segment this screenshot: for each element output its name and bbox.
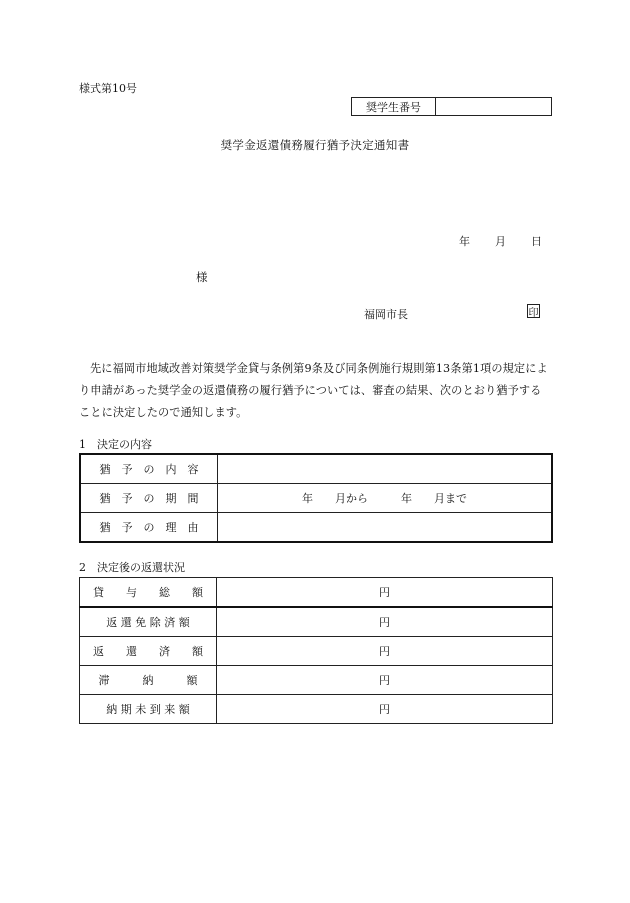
date-month-label: 月 xyxy=(495,235,506,248)
table-row xyxy=(80,513,552,543)
table-row xyxy=(80,637,553,666)
student-number-label: 奨学生番号 xyxy=(352,98,436,115)
document-title: 奨学金返還債務履行猶予決定通知書 xyxy=(220,138,410,152)
row-label: 返 還 済 額 xyxy=(80,637,217,666)
row-value-field[interactable]: 年 月から 年 月まで xyxy=(218,484,553,513)
section1-heading: 1 決定の内容 xyxy=(79,438,152,451)
table-row xyxy=(80,695,553,724)
row-value-field[interactable]: 円 xyxy=(217,578,553,608)
repayment-status-table xyxy=(79,577,553,724)
row-label: 猶 予 の 理 由 xyxy=(80,513,218,543)
table-row xyxy=(80,484,552,513)
date-year-label: 年 xyxy=(459,235,470,248)
decision-table xyxy=(79,453,553,543)
table-row xyxy=(80,607,553,637)
row-label: 納 期 未 到 来 額 xyxy=(80,695,217,724)
table-row xyxy=(80,666,553,695)
seal-mark: 印 xyxy=(527,304,540,318)
row-label: 猶 予 の 期 間 xyxy=(80,484,218,513)
form-number: 様式第10号 xyxy=(79,82,137,95)
row-label: 返 還 免 除 済 額 xyxy=(80,607,217,637)
row-label: 貸 与 総 額 xyxy=(80,578,217,608)
body-paragraph: 先に福岡市地域改善対策奨学金貸与条例第9条及び同条例施行規則第13条第1項の規定により申請があった奨学金の返還債務の履行猶予については、審査の結果、次のとおり猶予することに決定したので通知します。 xyxy=(79,362,548,419)
student-number-field[interactable] xyxy=(436,98,551,115)
row-value-field[interactable]: 円 xyxy=(217,695,553,724)
row-value-field[interactable]: 円 xyxy=(217,607,553,637)
student-number-box xyxy=(351,97,552,116)
addressee-suffix: 様 xyxy=(196,270,208,284)
row-value-field[interactable]: 円 xyxy=(217,666,553,695)
table-row xyxy=(80,454,552,484)
date-day-label: 日 xyxy=(531,235,542,248)
row-label: 滞 納 額 xyxy=(80,666,217,695)
table-row xyxy=(80,578,553,608)
row-label: 猶 予 の 内 容 xyxy=(80,454,218,484)
row-value-field[interactable]: 円 xyxy=(217,637,553,666)
mayor-title: 福岡市長 xyxy=(364,308,408,321)
row-value-field[interactable] xyxy=(218,454,553,484)
section2-heading: 2 決定後の返還状況 xyxy=(79,561,185,574)
row-value-field[interactable] xyxy=(218,513,553,543)
date-line xyxy=(459,233,542,249)
